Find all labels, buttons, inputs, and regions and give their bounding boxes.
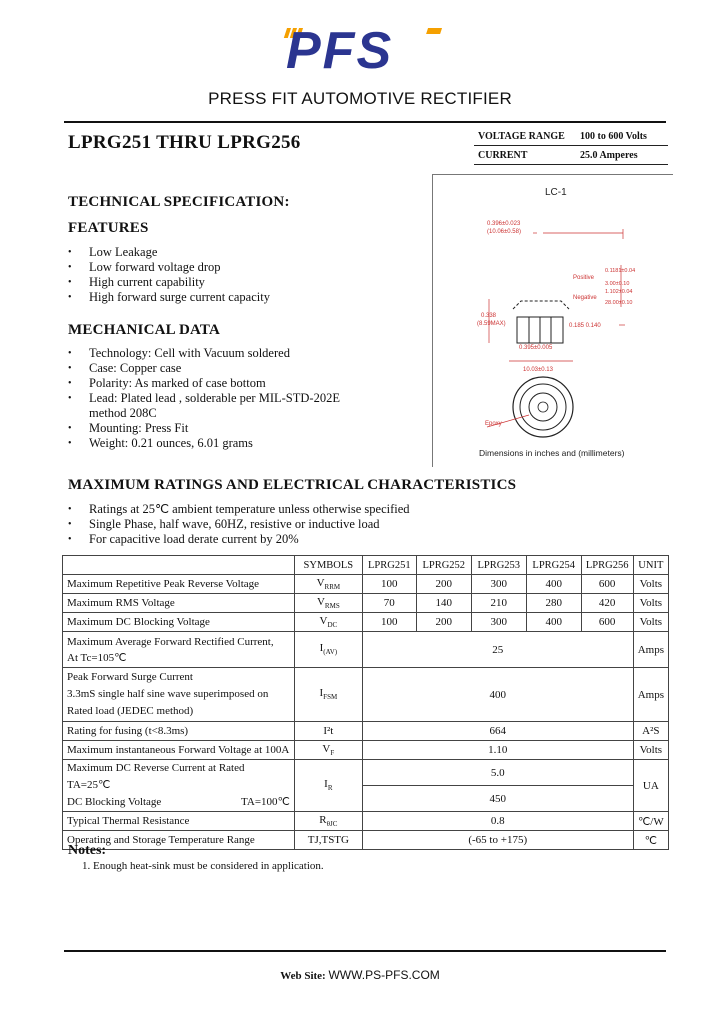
list-item: • Ratings at 25℃ ambient temperature unless otherwise specified bbox=[68, 502, 410, 517]
symbol-main: V bbox=[316, 595, 325, 608]
spec-divider-1 bbox=[474, 145, 668, 146]
table-row bbox=[63, 632, 669, 668]
symbol-sub: F bbox=[330, 749, 335, 758]
symbol-cell bbox=[294, 632, 362, 668]
value-cell: 600 bbox=[581, 613, 633, 632]
value-cell: 0.8 bbox=[362, 812, 633, 831]
current-value: 25.0 Amperes bbox=[580, 150, 638, 161]
list-item: • Case: Copper case bbox=[68, 361, 340, 376]
symbol-main: I bbox=[324, 778, 328, 791]
list-item-continuation: method 208C bbox=[89, 406, 157, 420]
value-cell: 600 bbox=[581, 575, 633, 594]
symbol-main: V bbox=[322, 742, 331, 755]
param-cell: Maximum Repetitive Peak Reverse Voltage bbox=[63, 575, 295, 594]
table-header-cell: LPRG251 bbox=[362, 556, 416, 575]
table-row bbox=[63, 741, 669, 760]
current-label: CURRENT bbox=[478, 150, 528, 161]
table-header-cell: LPRG253 bbox=[471, 556, 526, 575]
table-row bbox=[63, 668, 669, 722]
symbol-main: V bbox=[319, 614, 328, 627]
list-item: • Technology: Cell with Vacuum soldered bbox=[68, 346, 340, 361]
symbol-main: V bbox=[316, 576, 325, 589]
top-divider bbox=[64, 121, 666, 123]
symbol-sub: DC bbox=[327, 621, 338, 630]
symbol-sub: (AV) bbox=[323, 648, 338, 657]
symbol-main: R bbox=[319, 813, 327, 826]
list-item: • Low forward voltage drop bbox=[68, 260, 270, 275]
list-item: • Low Leakage bbox=[68, 245, 270, 260]
voltage-range-label: VOLTAGE RANGE bbox=[478, 131, 565, 142]
table-row bbox=[63, 760, 669, 786]
table-header-cell: UNIT bbox=[633, 556, 668, 575]
param-cell: Typical Thermal Resistance bbox=[63, 812, 295, 831]
negative-dim-2: 28.00±0.10 bbox=[605, 300, 633, 306]
diagram-caption: Dimensions in inches and (millimeters) bbox=[479, 448, 625, 458]
unit-cell: Volts bbox=[633, 594, 668, 613]
negative-label: Negative bbox=[573, 295, 597, 301]
note-item: 1. Enough heat-sink must be considered in application. bbox=[82, 860, 324, 872]
unit-cell: Volts bbox=[633, 613, 668, 632]
table-header-cell: LPRG254 bbox=[526, 556, 581, 575]
positive-dim-2: 3.00±0.10 bbox=[605, 281, 630, 287]
value-cell: 280 bbox=[526, 594, 581, 613]
value-cell: 5.0 bbox=[362, 760, 633, 786]
dim-right: 0.185 0.140 bbox=[569, 323, 601, 329]
symbol-sub: FSM bbox=[323, 693, 338, 702]
list-item: • High forward surge current capacity bbox=[68, 290, 270, 305]
symbol-cell: I²t bbox=[294, 722, 362, 741]
param-line bbox=[67, 794, 290, 811]
param-line-right: TA=100℃ bbox=[241, 796, 290, 808]
param-line: 3.3mS single half sine wave superimposed on bbox=[67, 688, 269, 700]
spec-divider-2 bbox=[474, 164, 668, 165]
features-list bbox=[68, 245, 270, 305]
unit-cell: ℃/W bbox=[633, 812, 668, 831]
table-header-cell: LPRG252 bbox=[416, 556, 471, 575]
value-cell: (-65 to +175) bbox=[362, 831, 633, 850]
table-row bbox=[63, 831, 669, 850]
value-cell: 100 bbox=[362, 613, 416, 632]
unit-cell: Amps bbox=[633, 632, 668, 668]
part-title: LPRG251 THRU LPRG256 bbox=[68, 132, 301, 153]
list-item: • Single Phase, half wave, 60HZ, resistive or inductive load bbox=[68, 517, 410, 532]
symbol-main: I bbox=[319, 642, 324, 655]
package-diagram bbox=[432, 174, 673, 467]
param-cell bbox=[63, 632, 295, 668]
technical-spec-heading: TECHNICAL SPECIFICATION: bbox=[68, 194, 290, 210]
list-item: • Mounting: Press Fit bbox=[68, 421, 340, 436]
param-line: At Tc=105℃ bbox=[67, 651, 127, 664]
symbol-main: I bbox=[319, 687, 324, 700]
value-cell: 420 bbox=[581, 594, 633, 613]
dim-left-1: 0.338 bbox=[481, 313, 497, 319]
features-heading: FEATURES bbox=[68, 220, 149, 236]
param-cell: Rating for fusing (t<8.3ms) bbox=[63, 722, 295, 741]
unit-cell: ℃ bbox=[633, 831, 668, 850]
table-header-cell: SYMBOLS bbox=[294, 556, 362, 575]
value-cell: 210 bbox=[471, 594, 526, 613]
symbol-cell bbox=[294, 575, 362, 594]
value-cell: 300 bbox=[471, 575, 526, 594]
symbol-cell bbox=[294, 760, 362, 812]
logo-text: PFS bbox=[286, 22, 394, 74]
param-cell bbox=[63, 760, 295, 812]
value-cell: 70 bbox=[362, 594, 416, 613]
company-logo bbox=[280, 22, 450, 74]
table-header-cell bbox=[63, 556, 295, 575]
ratings-heading: MAXIMUM RATINGS AND ELECTRICAL CHARACTERISTICS bbox=[68, 477, 517, 493]
param-cell: Operating and Storage Temperature Range bbox=[63, 831, 295, 850]
positive-dim-1: 0.1181±0.04 bbox=[605, 268, 636, 274]
unit-cell: A²S bbox=[633, 722, 668, 741]
pfs-logo-graphic bbox=[280, 22, 450, 74]
param-line: Maximum DC Reverse Current at Rated TA=25℃ bbox=[67, 762, 245, 791]
table-row bbox=[63, 594, 669, 613]
package-label: LC-1 bbox=[545, 187, 567, 198]
value-cell: 200 bbox=[416, 613, 471, 632]
value-cell: 140 bbox=[416, 594, 471, 613]
symbol-sub: θJC bbox=[326, 820, 338, 829]
param-cell: Maximum DC Blocking Voltage bbox=[63, 613, 295, 632]
notes-heading: Notes: bbox=[68, 843, 107, 858]
value-cell: 400 bbox=[526, 575, 581, 594]
list-item: • High current capability bbox=[68, 275, 270, 290]
param-line: Maximum Average Forward Rectified Current, bbox=[67, 635, 274, 648]
symbol-cell bbox=[294, 613, 362, 632]
value-cell: 100 bbox=[362, 575, 416, 594]
param-cell: Maximum RMS Voltage bbox=[63, 594, 295, 613]
epoxy-label: Epoxy bbox=[485, 421, 502, 427]
table-header-row bbox=[63, 556, 669, 575]
ratings-table bbox=[62, 555, 669, 850]
param-line-left: DC Blocking Voltage bbox=[67, 796, 162, 808]
value-cell: 1.10 bbox=[362, 741, 633, 760]
footer bbox=[0, 968, 720, 982]
unit-cell: Volts bbox=[633, 575, 668, 594]
value-cell: 400 bbox=[526, 613, 581, 632]
dim-bottom-2: 10.03±0.13 bbox=[523, 367, 553, 373]
table-row bbox=[63, 812, 669, 831]
list-item: • For capacitive load derate current by 20% bbox=[68, 532, 410, 547]
unit-cell: Volts bbox=[633, 741, 668, 760]
symbol-cell: TJ,TSTG bbox=[294, 831, 362, 850]
package-drawing bbox=[433, 175, 673, 467]
list-item: • Polarity: As marked of case bottom bbox=[68, 376, 340, 391]
table-header-cell: LPRG256 bbox=[581, 556, 633, 575]
dim-top: 0.396±0.023 bbox=[487, 221, 521, 227]
dim-top-mm: (10.06±0.58) bbox=[487, 229, 521, 235]
dim-left-2: (8.59MAX) bbox=[477, 321, 506, 327]
symbol-cell bbox=[294, 741, 362, 760]
value-cell: 200 bbox=[416, 575, 471, 594]
footer-label: Web Site: bbox=[280, 970, 326, 982]
unit-cell: UA bbox=[633, 760, 668, 812]
value-cell: 25 bbox=[362, 632, 633, 668]
list-item: • Lead: Plated lead , solderable per MIL-STD-202E bbox=[68, 391, 340, 406]
symbol-sub: RMS bbox=[324, 602, 340, 611]
page-subtitle: PRESS FIT AUTOMOTIVE RECTIFIER bbox=[208, 89, 512, 108]
list-item: • Weight: 0.21 ounces, 6.01 grams bbox=[68, 436, 340, 451]
value-cell: 300 bbox=[471, 613, 526, 632]
symbol-cell bbox=[294, 668, 362, 722]
value-cell: 450 bbox=[362, 786, 633, 812]
param-cell bbox=[63, 668, 295, 722]
ratings-list bbox=[68, 502, 410, 547]
symbol-cell bbox=[294, 594, 362, 613]
symbol-sub: R bbox=[327, 784, 333, 793]
unit-cell: Amps bbox=[633, 668, 668, 722]
mechanical-list bbox=[68, 346, 340, 451]
param-line: Peak Forward Surge Current bbox=[67, 671, 193, 683]
symbol-cell bbox=[294, 812, 362, 831]
table-row bbox=[63, 575, 669, 594]
table-row bbox=[63, 722, 669, 741]
mechanical-heading: MECHANICAL DATA bbox=[68, 322, 221, 338]
website-link[interactable]: WWW.PS-PFS.COM bbox=[328, 968, 440, 982]
positive-label: Positive bbox=[573, 275, 595, 281]
param-line: Rated load (JEDEC method) bbox=[67, 705, 194, 717]
bottom-divider bbox=[64, 950, 666, 952]
voltage-range-value: 100 to 600 Volts bbox=[580, 131, 647, 142]
negative-dim-1: 1.102±0.04 bbox=[605, 289, 633, 295]
param-cell: Maximum instantaneous Forward Voltage at 100A bbox=[63, 741, 295, 760]
symbol-sub: RRM bbox=[324, 583, 341, 592]
value-cell: 664 bbox=[362, 722, 633, 741]
value-cell: 400 bbox=[362, 668, 633, 722]
table-row bbox=[63, 613, 669, 632]
dim-bottom-1: 0.395±0.005 bbox=[519, 345, 553, 351]
